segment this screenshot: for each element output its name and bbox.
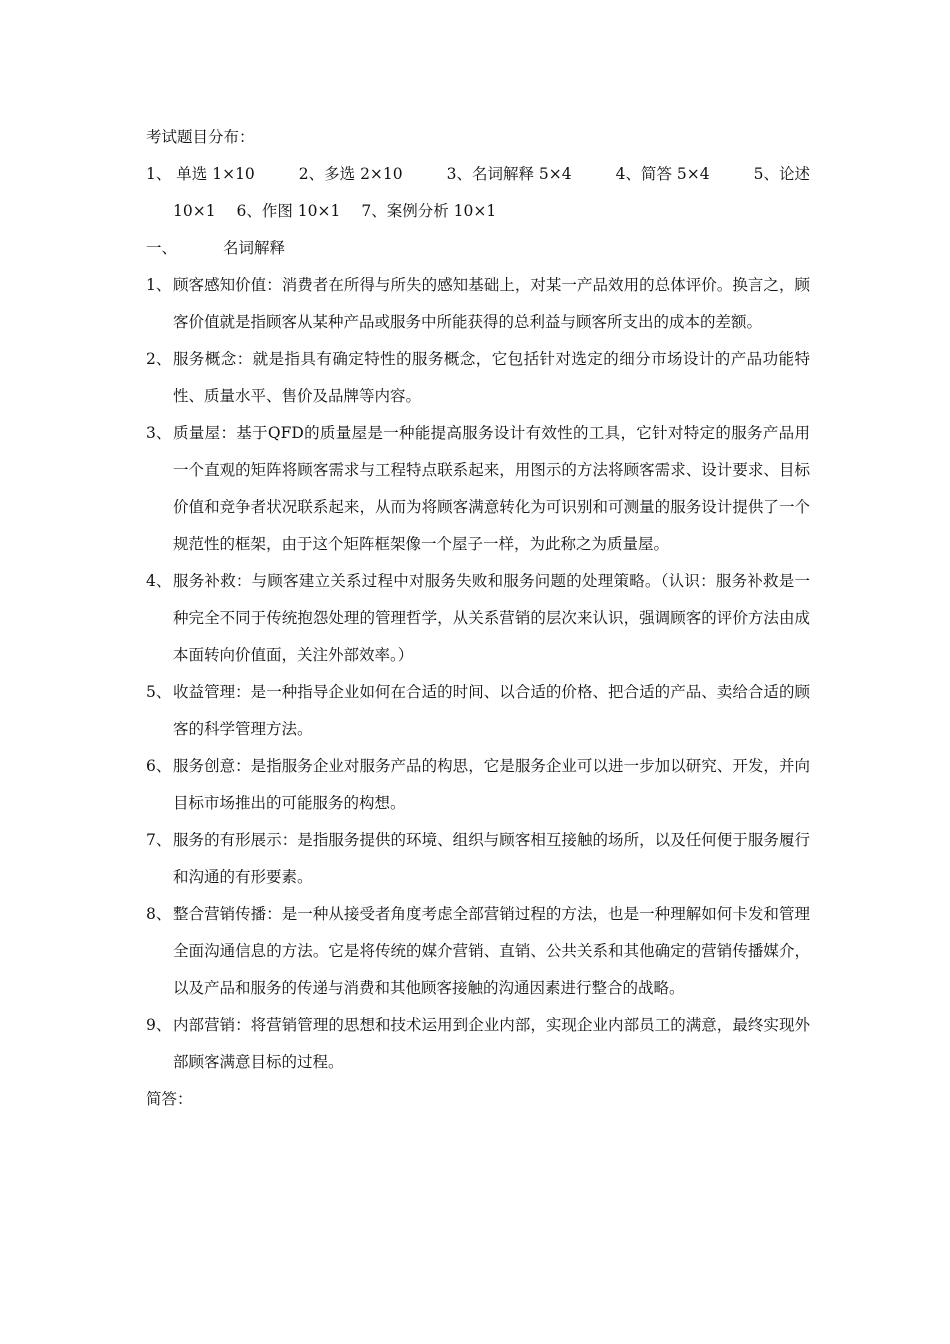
distribution-item: 4、简答 5×4	[615, 165, 710, 183]
distribution-item: 5、论述	[753, 165, 810, 183]
distribution-title: 考试题目分布：	[146, 128, 255, 146]
item-text: 服务补救：与顾客建立关系过程中对服务失败和服务问题的处理策略。（认识：服务补救是一种完全不同于传统抱怨处理的管理哲学，从关系营销的层次来认识，强调顾客的评价方法由成本面转向价值面，关注外部效率。）	[173, 572, 810, 664]
distribution-item: 3、名词解释 5×4	[446, 165, 572, 183]
item-text: 收益管理：是一种指导企业如何在合适的时间、以合适的价格、把合适的产品、卖给合适的顾客的科学管理方法。	[173, 683, 810, 738]
distribution-item: 10×1	[173, 202, 216, 220]
distribution-item: 1、 单选 1×10	[146, 165, 255, 183]
list-item	[146, 822, 810, 896]
item-number: 1、	[146, 276, 172, 294]
list-item	[146, 563, 810, 674]
item-number: 7、	[146, 831, 172, 849]
item-number: 9、	[146, 1016, 172, 1034]
distribution-item: 2、多选 2×10	[298, 165, 403, 183]
distribution-row-1	[146, 156, 810, 193]
item-text: 服务概念：就是指具有确定特性的服务概念，它包括针对选定的细分市场设计的产品功能特性、质量水平、售价及品牌等内容。	[173, 350, 810, 405]
list-item	[146, 415, 810, 563]
section-number: 一、	[146, 239, 178, 257]
list-item	[146, 674, 810, 748]
section-heading-short-answer: 简答：	[146, 1090, 193, 1108]
section-heading-terms	[146, 230, 810, 267]
list-item	[146, 748, 810, 822]
item-number: 2、	[146, 350, 172, 368]
item-number: 4、	[146, 572, 172, 590]
item-number: 5、	[146, 683, 172, 701]
item-text: 服务创意：是指服务企业对服务产品的构思，它是服务企业可以进一步加以研究、开发，并向目标市场推出的可能服务的构想。	[173, 757, 810, 812]
list-item	[146, 267, 810, 341]
item-text: 质量屋：基于QFD的质量屋是一种能提高服务设计有效性的工具，它针对特定的服务产品用一个直观的矩阵将顾客需求与工程特点联系起来，用图示的方法将顾客需求、设计要求、目标价值和竞争者状况联系起来，从而为将顾客满意转化为可识别和可测量的服务设计提供了一个规范性的框架，由于这个矩阵框架像一个屋子一样，为此称之为质量屋。	[173, 424, 810, 553]
distribution-item: 6、作图 10×1	[236, 202, 341, 220]
list-item	[146, 896, 810, 1007]
item-text: 服务的有形展示：是指服务提供的环境、组织与顾客相互接触的场所，以及任何便于服务履行和沟通的有形要素。	[173, 831, 810, 886]
item-text: 内部营销：将营销管理的思想和技术运用到企业内部，实现企业内部员工的满意，最终实现外部顾客满意目标的过程。	[173, 1016, 810, 1071]
item-number: 3、	[146, 424, 172, 442]
section-title: 名词解释	[223, 239, 286, 257]
item-text: 整合营销传播：是一种从接受者角度考虑全部营销过程的方法，也是一种理解如何卡发和管理全面沟通信息的方法。它是将传统的媒介营销、直销、公共关系和其他确定的营销传播媒介，以及产品和服务的传递与消费和其他顾客接触的沟通因素进行整合的战略。	[173, 905, 810, 997]
document-content	[146, 119, 810, 1118]
list-item	[146, 1007, 810, 1081]
list-item	[146, 341, 810, 415]
item-number: 8、	[146, 905, 172, 923]
distribution-item: 7、案例分析 10×1	[361, 202, 497, 220]
item-text: 顾客感知价值：消费者在所得与所失的感知基础上，对某一产品效用的总体评价。换言之，顾客价值就是指顾客从某种产品或服务中所能获得的总利益与顾客所支出的成本的差额。	[173, 276, 810, 331]
distribution-row-2	[146, 193, 810, 230]
terms-list	[146, 267, 810, 1081]
item-number: 6、	[146, 757, 172, 775]
